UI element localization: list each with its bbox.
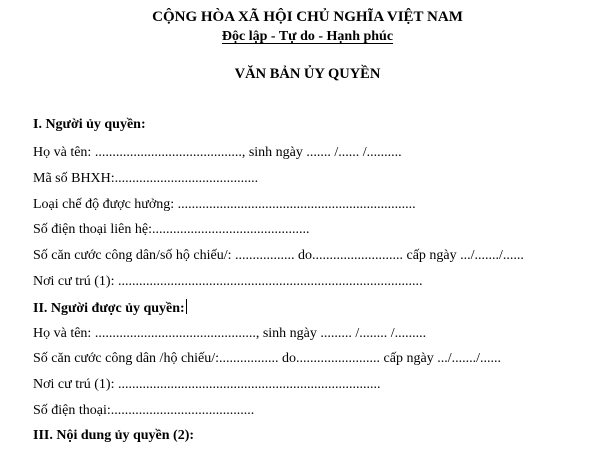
section-heading-content: III. Nội dung ủy quyền (2): [33,428,195,443]
grantor-social-insurance-line: Mã số BHXH:......................................... [33,171,259,186]
grantor-phone-line: Số điện thoại liên hệ:............................................. [33,222,310,237]
document-title: VĂN BẢN ỦY QUYỀN [234,66,381,82]
national-title: CỘNG HÒA XÃ HỘI CHỦ NGHĨA VIỆT NAM [152,9,463,25]
section-heading-grantee-text: II. Người được ủy quyền: [33,301,185,316]
section-heading-grantee [33,299,187,317]
grantee-id-line: Số căn cước công dân /hộ chiếu/:................. do........................ cấp ngày .../......./...... [33,351,501,366]
text-cursor [186,299,187,314]
grantor-residence-line: Nơi cư trú (1): ....................................................................................... [33,274,423,289]
grantor-name-line: Họ và tên: .........................................., sinh ngày ....... /...... /.......... [33,145,402,160]
motto-text: Độc lập - Tự do - Hạnh phúc [221,29,394,44]
section-heading-grantor: I. Người ủy quyền: [33,117,146,132]
motto [0,29,615,45]
grantee-residence-line: Nơi cư trú (1): ........................................................................... [33,377,381,392]
grantor-benefit-type-line: Loại chế độ được hưởng: .................................................................... [33,197,416,212]
grantor-id-line: Số căn cước công dân/số hộ chiếu/: ................. do.......................... cấp ngày .../......./...... [33,248,524,263]
grantee-name-line: Họ và tên: .............................................., sinh ngày ......... /........ /......... [33,326,427,341]
grantee-phone-line: Số điện thoại:......................................... [33,403,255,418]
